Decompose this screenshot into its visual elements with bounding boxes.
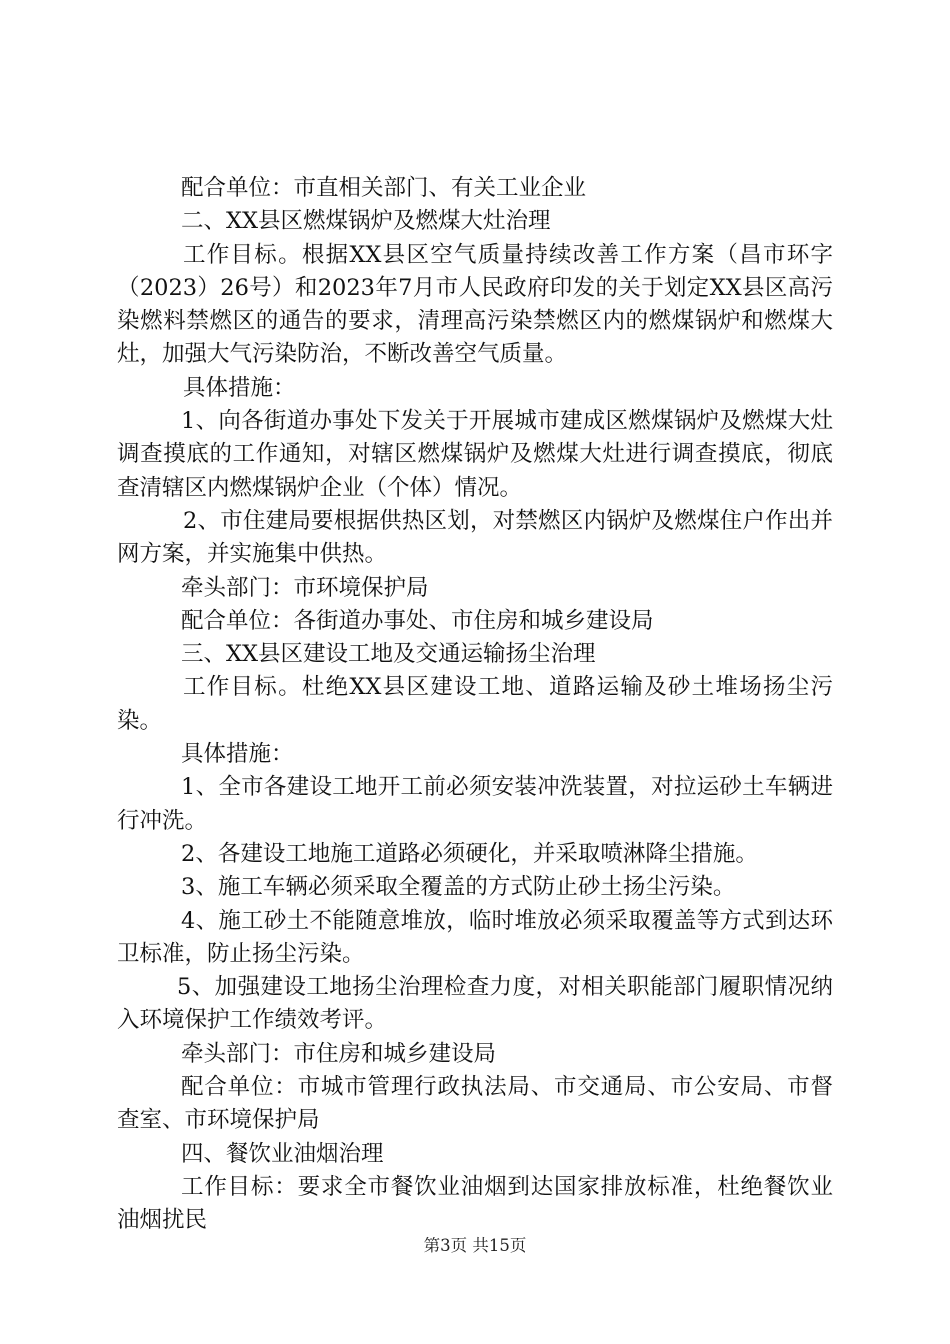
paragraph-measure-3-3: 3、施工车辆必须采取全覆盖的方式防止砂土扬尘污染。 [181,874,736,901]
paragraph-work-goal-3: 工作目标。杜绝XX县区建设工地、道路运输及砂土堆场扬尘污染。 [117,674,833,734]
paragraph-measures-label-2: 具体措施： [183,374,296,401]
paragraph-measures-label-3: 具体措施： [181,741,294,768]
document-body [117,172,833,1238]
section-heading-4: 四、餐饮业油烟治理 [181,1140,384,1167]
paragraph-cooperating-units-1: 配合单位：市直相关部门、有关工业企业 [181,175,587,201]
paragraph-measure-3-1: 1、全市各建设工地开工前必须安装冲洗装置，对拉运砂土车辆进行冲洗。 [117,774,833,834]
paragraph-lead-dept-2: 牵头部门：市环境保护局 [181,574,429,601]
paragraph-cooperating-units-3: 配合单位：市城市管理行政执法局、市交通局、市公安局、市督查室、市环境保护局 [117,1074,833,1134]
paragraph-measure-2-1: 1、向各街道办事处下发关于开展城市建成区燃煤锅炉及燃煤大灶调查摸底的工作通知，对辖区燃煤锅炉及燃煤大灶进行调查摸底，彻底查清辖区内燃煤锅炉企业（个体）情况。 [117,408,833,501]
paragraph-measure-3-4: 4、施工砂土不能随意堆放，临时堆放必须采取覆盖等方式到达环卫标准，防止扬尘污染。 [117,907,833,967]
paragraph-measure-3-5: 5、加强建设工地扬尘治理检查力度，对相关职能部门履职情况纳入环境保护工作绩效考评。 [117,974,833,1034]
paragraph-measure-3-2: 2、各建设工地施工道路必须硬化，并采取喷淋降尘措施。 [181,840,758,867]
paragraph-cooperating-units-2: 配合单位：各街道办事处、市住房和城乡建设局 [181,607,654,634]
section-heading-2: 二、XX县区燃煤锅炉及燃煤大灶治理 [181,208,551,235]
paragraph-work-goal-2: 工作目标。根据XX县区空气质量持续改善工作方案（昌市环字（2023）26号）和2023年7月市人民政府印发的关于划定XX县区高污染燃料禁燃区的通告的要求，清理高污染禁燃区内的燃煤锅炉和燃煤大灶，加强大气污染防治，不断改善空气质量。 [117,241,833,368]
paragraph-work-goal-4: 工作目标：要求全市餐饮业油烟到达国家排放标准，杜绝餐饮业油烟扰民 [117,1173,833,1234]
paragraph-measure-2-2: 2、市住建局要根据供热区划，对禁燃区内锅炉及燃煤住户作出并网方案，并实施集中供热。 [117,507,833,568]
page-number-footer: 第3页 共15页 [423,1236,527,1255]
paragraph-lead-dept-3: 牵头部门：市住房和城乡建设局 [181,1040,497,1067]
section-heading-3: 三、XX县区建设工地及交通运输扬尘治理 [181,641,596,668]
